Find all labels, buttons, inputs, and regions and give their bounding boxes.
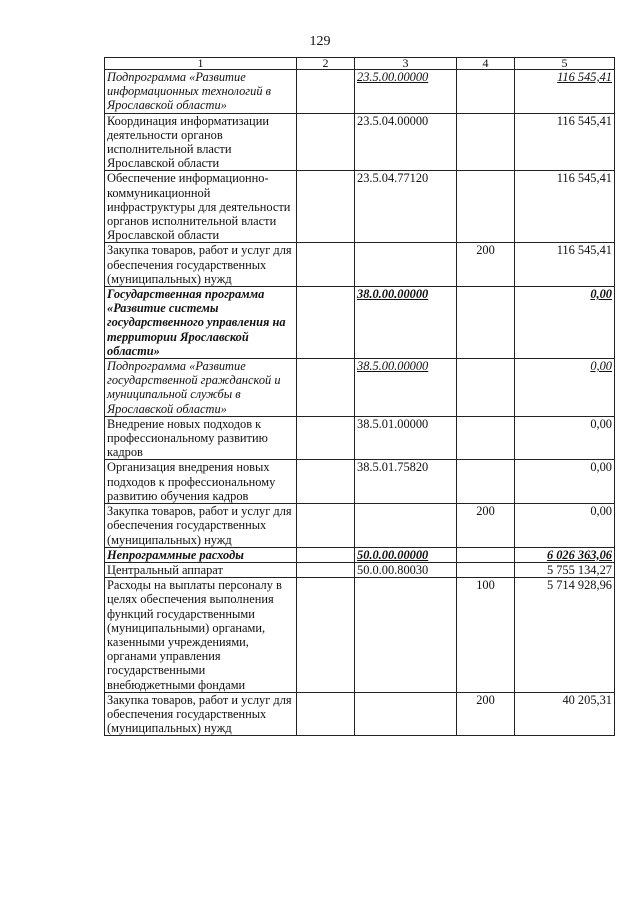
row-name-cell: Координация информатизации деятельности органов исполнительной власти Ярославской области [105, 113, 297, 171]
table-body [105, 70, 615, 736]
table-row [105, 243, 615, 287]
table-row [105, 692, 615, 736]
row-code-cell: 23.5.04.77120 [355, 171, 457, 243]
header-col-5: 5 [515, 58, 615, 70]
header-col-2: 2 [297, 58, 355, 70]
row-col2-cell [297, 504, 355, 548]
row-col2-cell [297, 416, 355, 460]
row-code-cell: 38.5.01.00000 [355, 416, 457, 460]
row-col2-cell [297, 359, 355, 417]
row-amount-cell: 0,00 [515, 416, 615, 460]
row-code-cell: 50.0.00.00000 [355, 547, 457, 562]
budget-table [104, 57, 615, 736]
row-col2-cell [297, 171, 355, 243]
header-col-1: 1 [105, 58, 297, 70]
row-name-cell: Непрограммные расходы [105, 547, 297, 562]
row-name-cell: Закупка товаров, работ и услуг для обеспечения государственных (муниципальных) нужд [105, 243, 297, 287]
row-code-cell [355, 578, 457, 693]
row-vr-cell [457, 416, 515, 460]
table-row [105, 562, 615, 577]
table-row [105, 113, 615, 171]
table-row [105, 578, 615, 693]
row-vr-cell [457, 70, 515, 114]
row-code-cell: 50.0.00.80030 [355, 562, 457, 577]
row-vr-cell [457, 460, 515, 504]
row-name-cell: Государственная программа «Развитие системы государственного управления на территории Ярославской области» [105, 287, 297, 359]
row-vr-cell: 200 [457, 504, 515, 548]
row-col2-cell [297, 243, 355, 287]
row-vr-cell: 200 [457, 243, 515, 287]
row-amount-cell: 5 755 134,27 [515, 562, 615, 577]
row-amount-cell: 116 545,41 [515, 171, 615, 243]
row-amount-cell: 40 205,31 [515, 692, 615, 736]
table-row [105, 359, 615, 417]
row-amount-cell: 116 545,41 [515, 113, 615, 171]
row-vr-cell [457, 547, 515, 562]
row-name-cell: Закупка товаров, работ и услуг для обеспечения государственных (муниципальных) нужд [105, 692, 297, 736]
row-code-cell [355, 243, 457, 287]
table-row [105, 460, 615, 504]
header-col-3: 3 [355, 58, 457, 70]
row-name-cell: Обеспечение информационно-коммуникационной инфраструктуры для деятельности органов исполнительной власти Ярославской области [105, 171, 297, 243]
row-amount-cell: 6 026 363,06 [515, 547, 615, 562]
row-col2-cell [297, 113, 355, 171]
row-vr-cell [457, 562, 515, 577]
row-code-cell: 38.5.01.75820 [355, 460, 457, 504]
row-vr-cell: 200 [457, 692, 515, 736]
row-code-cell [355, 504, 457, 548]
row-col2-cell [297, 578, 355, 693]
row-col2-cell [297, 547, 355, 562]
header-col-4: 4 [457, 58, 515, 70]
row-vr-cell: 100 [457, 578, 515, 693]
row-vr-cell [457, 359, 515, 417]
row-col2-cell [297, 70, 355, 114]
row-vr-cell [457, 287, 515, 359]
table-row [105, 287, 615, 359]
table-row [105, 416, 615, 460]
table-row [105, 504, 615, 548]
row-amount-cell: 0,00 [515, 287, 615, 359]
row-code-cell: 23.5.00.00000 [355, 70, 457, 114]
table-row [105, 70, 615, 114]
row-name-cell: Организация внедрения новых подходов к профессиональному развитию обучения кадров [105, 460, 297, 504]
row-code-cell: 23.5.04.00000 [355, 113, 457, 171]
row-amount-cell: 0,00 [515, 359, 615, 417]
row-amount-cell: 116 545,41 [515, 243, 615, 287]
row-amount-cell: 0,00 [515, 460, 615, 504]
row-name-cell: Закупка товаров, работ и услуг для обеспечения государственных (муниципальных) нужд [105, 504, 297, 548]
row-name-cell: Подпрограмма «Развитие информационных технологий в Ярославской области» [105, 70, 297, 114]
row-vr-cell [457, 171, 515, 243]
table-row [105, 547, 615, 562]
row-name-cell: Центральный аппарат [105, 562, 297, 577]
row-col2-cell [297, 562, 355, 577]
row-code-cell [355, 692, 457, 736]
row-amount-cell: 5 714 928,96 [515, 578, 615, 693]
row-col2-cell [297, 460, 355, 504]
row-code-cell: 38.0.00.00000 [355, 287, 457, 359]
row-amount-cell: 0,00 [515, 504, 615, 548]
page-number: 129 [309, 34, 331, 49]
row-name-cell: Внедрение новых подходов к профессиональному развитию кадров [105, 416, 297, 460]
row-code-cell: 38.5.00.00000 [355, 359, 457, 417]
row-name-cell: Расходы на выплаты персоналу в целях обеспечения выполнения функций государственными (муниципальными) органами, казенными учреждениями, органами управления государственными внебюджетными фондами [105, 578, 297, 693]
row-col2-cell [297, 692, 355, 736]
table-row [105, 171, 615, 243]
header-row [105, 58, 615, 70]
row-name-cell: Подпрограмма «Развитие государственной гражданской и муниципальной службы в Ярославской области» [105, 359, 297, 417]
row-col2-cell [297, 287, 355, 359]
row-vr-cell [457, 113, 515, 171]
row-amount-cell: 116 545,41 [515, 70, 615, 114]
